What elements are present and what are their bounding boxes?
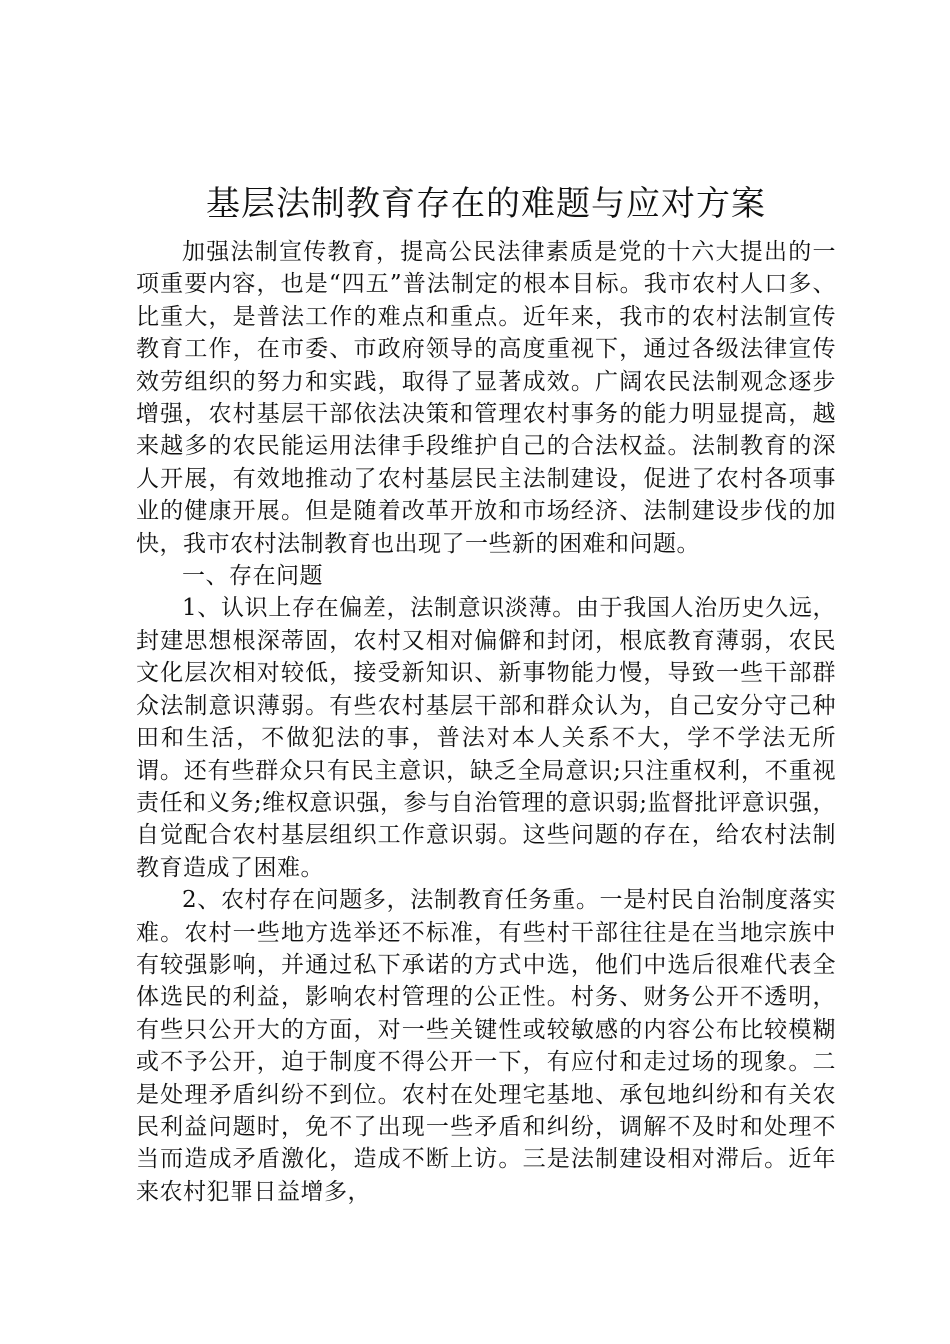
document-body bbox=[136, 178, 836, 1208]
paragraph-point-1: 1、认识上存在偏差，法制意识淡薄。由于我国人治历史久远，封建思想根深蒂固，农村又相对偏僻和封闭，根底教育薄弱，农民文化层次相对较低，接受新知识、新事物能力慢，导致一些干部群众法制意识薄弱。有些农村基层干部和群众认为，自己安分守己种田和生活，不做犯法的事，普法对本人关系不大，学不学法无所谓。还有些群众只有民主意识，缺乏全局意识;只注重权利，不重视责任和义务;维权意识强，参与自治管理的意识弱;监督批评意识强，自觉配合农村基层组织工作意识弱。这些问题的存在，给农村法制教育造成了困难。 bbox=[136, 595, 836, 881]
paragraph-point-2: 2、农村存在问题多，法制教育任务重。一是村民自治制度落实难。农村一些地方选举还不标准，有些村干部往往是在当地宗族中有较强影响，并通过私下承诺的方式中选，他们中选后很难代表全体选民的利益，影响农村管理的公正性。村务、财务公开不透明，有些只公开大的方面，对一些关键性或较敏感的内容公布比较模糊或不予公开，迫于制度不得公开一下，有应付和走过场的现象。二是处理矛盾纠纷不到位。农村在处理宅基地、承包地纠纷和有关农民利益问题时，免不了出现一些矛盾和纠纷，调解不及时和处理不当而造成矛盾激化，造成不断上访。三是法制建设相对滞后。近年来农村犯罪日益增多， bbox=[136, 887, 836, 1205]
section-heading-problems: 一、存在问题 bbox=[182, 563, 323, 590]
document-title: 基层法制教育存在的难题与应对方案 bbox=[206, 184, 766, 224]
paragraph-intro: 加强法制宣传教育，提高公民法律素质是党的十六大提出的一项重要内容，也是“四五”普法制定的根本目标。我市农村人口多、比重大，是普法工作的难点和重点。近年来，我市的农村法制宣传教育工作，在市委、市政府领导的高度重视下，通过各级法律宣传效劳组织的努力和实践，取得了显著成效。广阔农民法制观念逐步增强，农村基层干部依法决策和管理农村事务的能力明显提高，越来越多的农民能运用法律手段维护自己的合法权益。法制教育的深人开展，有效地推动了农村基层民主法制建设，促进了农村各项事业的健康开展。但是随着改革开放和市场经济、法制建设步伐的加快，我市农村法制教育也出现了一些新的困难和问题。 bbox=[136, 239, 836, 557]
